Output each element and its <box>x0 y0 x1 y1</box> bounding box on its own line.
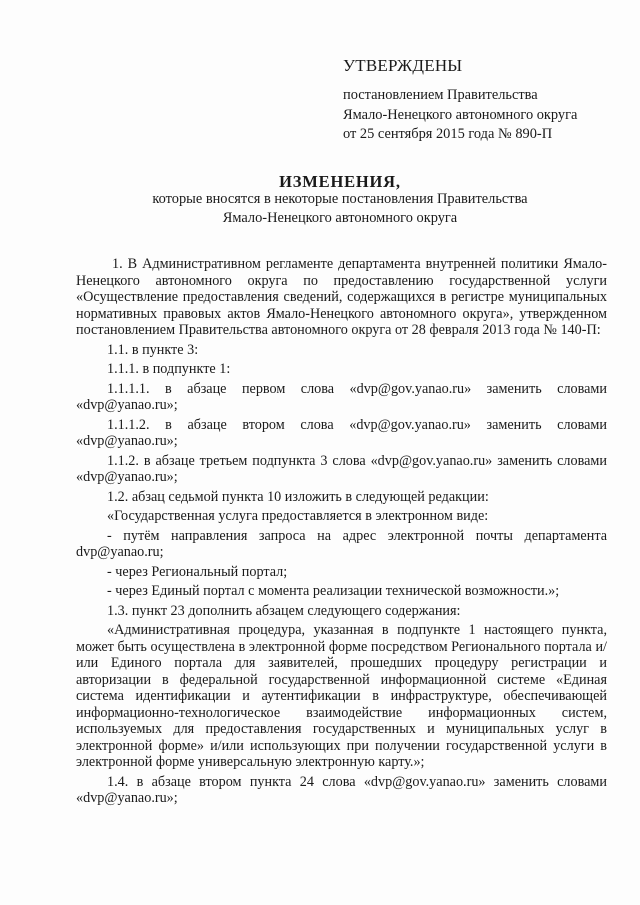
approval-line-1: постановлением Правительства <box>343 87 538 103</box>
document-title: ИЗМЕНЕНИЯ, <box>279 172 401 191</box>
paragraph-1-3: 1.3. пункт 23 дополнить абзацем следующего содержания: <box>107 602 461 619</box>
paragraph-admin-procedure: «Административная процедура, указанная в подпункте 1 настоящего пункта, может быть осуществлена в электронной форме посредством Регионального портала и/или Единого портала для заявителей, прошедших процедуру регистрации и авторизации в федеральной государственной информационной системе «Единая система идентификации и аутентификации в инфраструктуре, обеспечивающей информационно-технологическое взаимодействие информационных систем, используемых для предоставления государственных и муниципальных услуг в электронной форме» и/или использующих при получении государственной услуги в электронной форме универсальную электронную карту.»; <box>76 622 607 770</box>
paragraph-1-4: 1.4. в абзаце втором пункта 24 слова «dvp@gov.yanao.ru» заменить словами «dvp@yanao.ru»; <box>76 773 607 806</box>
approval-title: УТВЕРЖДЕНЫ <box>343 56 463 75</box>
paragraph-1-1-1: 1.1.1. в подпункте 1: <box>107 361 231 377</box>
approval-line-3: от 25 сентября 2015 года № 890-П <box>343 126 553 142</box>
document-body <box>76 256 607 810</box>
paragraph-1-1: 1.1. в пункте 3: <box>107 341 199 358</box>
paragraph-1-1-2: 1.1.2. в абзаце третьем подпункта 3 слова «dvp@gov.yanao.ru» заменить словами «dvp@yanao.ru»; <box>76 452 607 485</box>
paragraph-1: 1. В Административном регламенте департамента внутренней политики Ямало-Ненецкого автономного округа по предоставлению государственной услуги «Осуществление предоставления сведений, содержащихся в регистре муниципальных нормативных правовых актов Ямало-Ненецкого автономного округа», утвержденном постановлением Правительства автономного округа от 28 февраля 2013 года № 140-П: <box>76 256 607 338</box>
paragraph-regional-portal: - через Региональный портал; <box>107 563 288 580</box>
approval-block <box>343 55 623 145</box>
paragraph-1-2: 1.2. абзац седьмой пункта 10 изложить в следующей редакции: <box>107 488 489 505</box>
paragraph-unified-portal: - через Единый портал с момента реализации технической возможности.»; <box>107 583 560 599</box>
document-subtitle-line-1: которые вносятся в некоторые постановления Правительства <box>152 191 528 207</box>
paragraph-1-1-1-1: 1.1.1.1. в абзаце первом слова «dvp@gov.yanao.ru» заменить словами «dvp@yanao.ru»; <box>76 380 607 413</box>
paragraph-quote-start: «Государственная услуга предоставляется в электронном виде: <box>107 508 489 524</box>
document-subtitle-line-2: Ямало-Ненецкого автономного округа <box>222 210 458 226</box>
paragraph-1-1-1-2: 1.1.1.2. в абзаце втором слова «dvp@gov.yanao.ru» заменить словами «dvp@yanao.ru»; <box>76 416 607 449</box>
approval-line-2: Ямало-Ненецкого автономного округа <box>343 106 578 123</box>
paragraph-email-option: - путём направления запроса на адрес электронной почты департамента dvp@yanao.ru; <box>76 527 607 560</box>
